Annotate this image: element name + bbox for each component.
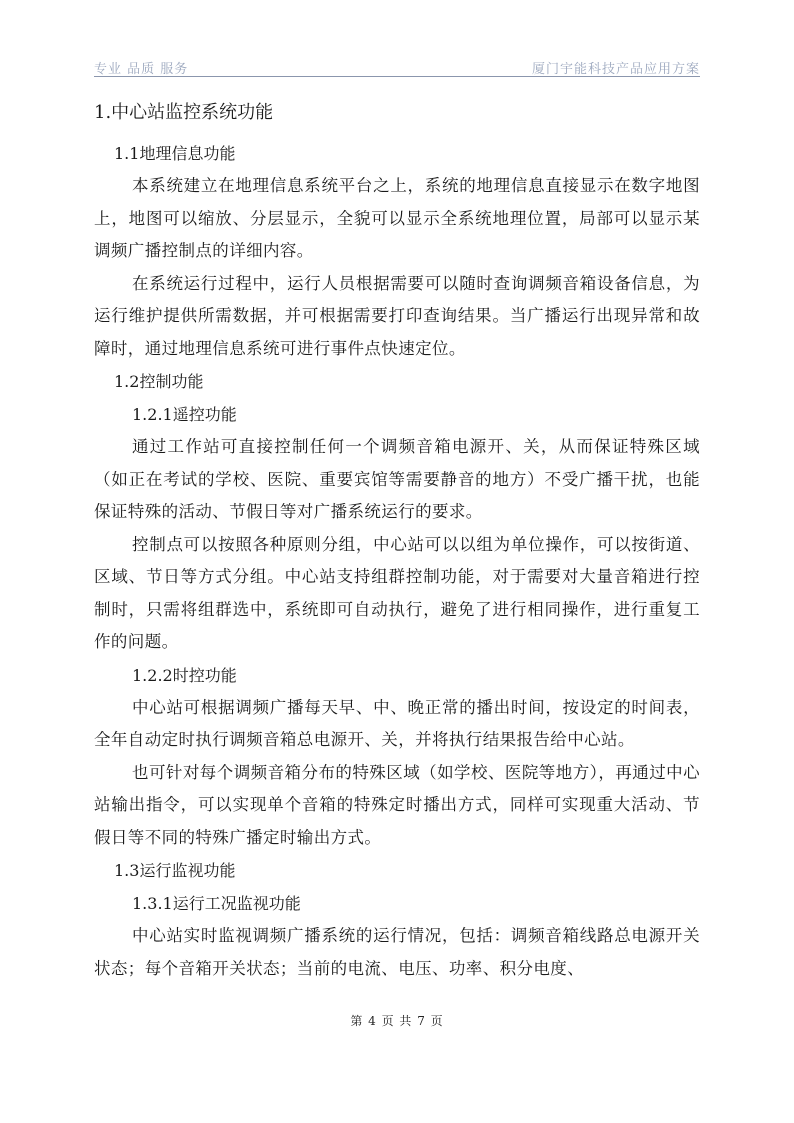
paragraph: 本系统建立在地理信息系统平台之上，系统的地理信息直接显示在数字地图上，地图可以缩放、分层显示，全貌可以显示全系统地理位置，局部可以显示某调频广播控制点的详细内容。 — [94, 176, 700, 260]
paragraph: 控制点可以按照各种原则分组，中心站可以以组为单位操作，可以按街道、区域、节日等方式分组。中心站支持组群控制功能，对于需要对大量音箱进行控制时，只需将组群选中，系统即可自动执行，避免了进行相同操作，进行重复工作的问题。 — [94, 534, 700, 651]
page-number-footer: 第 4 页 共 7 页 — [350, 1014, 444, 1028]
paragraph: 也可针对每个调频音箱分布的特殊区域（如学校、医院等地方），再通过中心站输出指令，可以实现单个音箱的特殊定时播出方式，同样可实现重大活动、节假日等不同的特殊广播定时输出方式。 — [94, 762, 700, 847]
section-heading-1: 1.中心站监控系统功能 — [94, 102, 274, 123]
header-divider — [94, 76, 700, 77]
section-heading-1-1: 1.1地理信息功能 — [114, 144, 236, 163]
page-header — [94, 56, 700, 76]
header-document-title: 厦门宇能科技产品应用方案 — [531, 62, 700, 77]
paragraph: 中心站可根据调频广播每天早、中、晚正常的播出时间，按设定的时间表，全年自动定时执行调频音箱总电源开、关，并将执行结果报告给中心站。 — [94, 697, 700, 749]
section-heading-1-3-1: 1.3.1运行工况监视功能 — [132, 894, 301, 913]
paragraph: 在系统运行过程中，运行人员根据需要可以随时查询调频音箱设备信息，为运行维护提供所需数据，并可根据需要打印查询结果。当广播运行出现异常和故障时，通过地理信息系统可进行事件点快速定位。 — [94, 273, 700, 358]
section-heading-1-2: 1.2控制功能 — [114, 372, 204, 391]
paragraph: 中心站实时监视调频广播系统的运行情况，包括：调频音箱线路总电源开关状态；每个音箱开关状态；当前的电流、电压、功率、积分电度、 — [94, 926, 700, 978]
header-slogan: 专业 品质 服务 — [94, 62, 189, 77]
section-heading-1-3: 1.3运行监视功能 — [114, 861, 236, 880]
document-body — [94, 93, 700, 985]
section-heading-1-2-1: 1.2.1遥控功能 — [132, 405, 237, 424]
section-heading-1-2-2: 1.2.2时控功能 — [132, 665, 237, 685]
paragraph: 通过工作站可直接控制任何一个调频音箱电源开、关，从而保证特殊区域（如正在考试的学校、医院、重要宾馆等需要静音的地方）不受广播干扰，也能保证特殊的活动、节假日等对广播系统运行的要求。 — [94, 437, 700, 521]
